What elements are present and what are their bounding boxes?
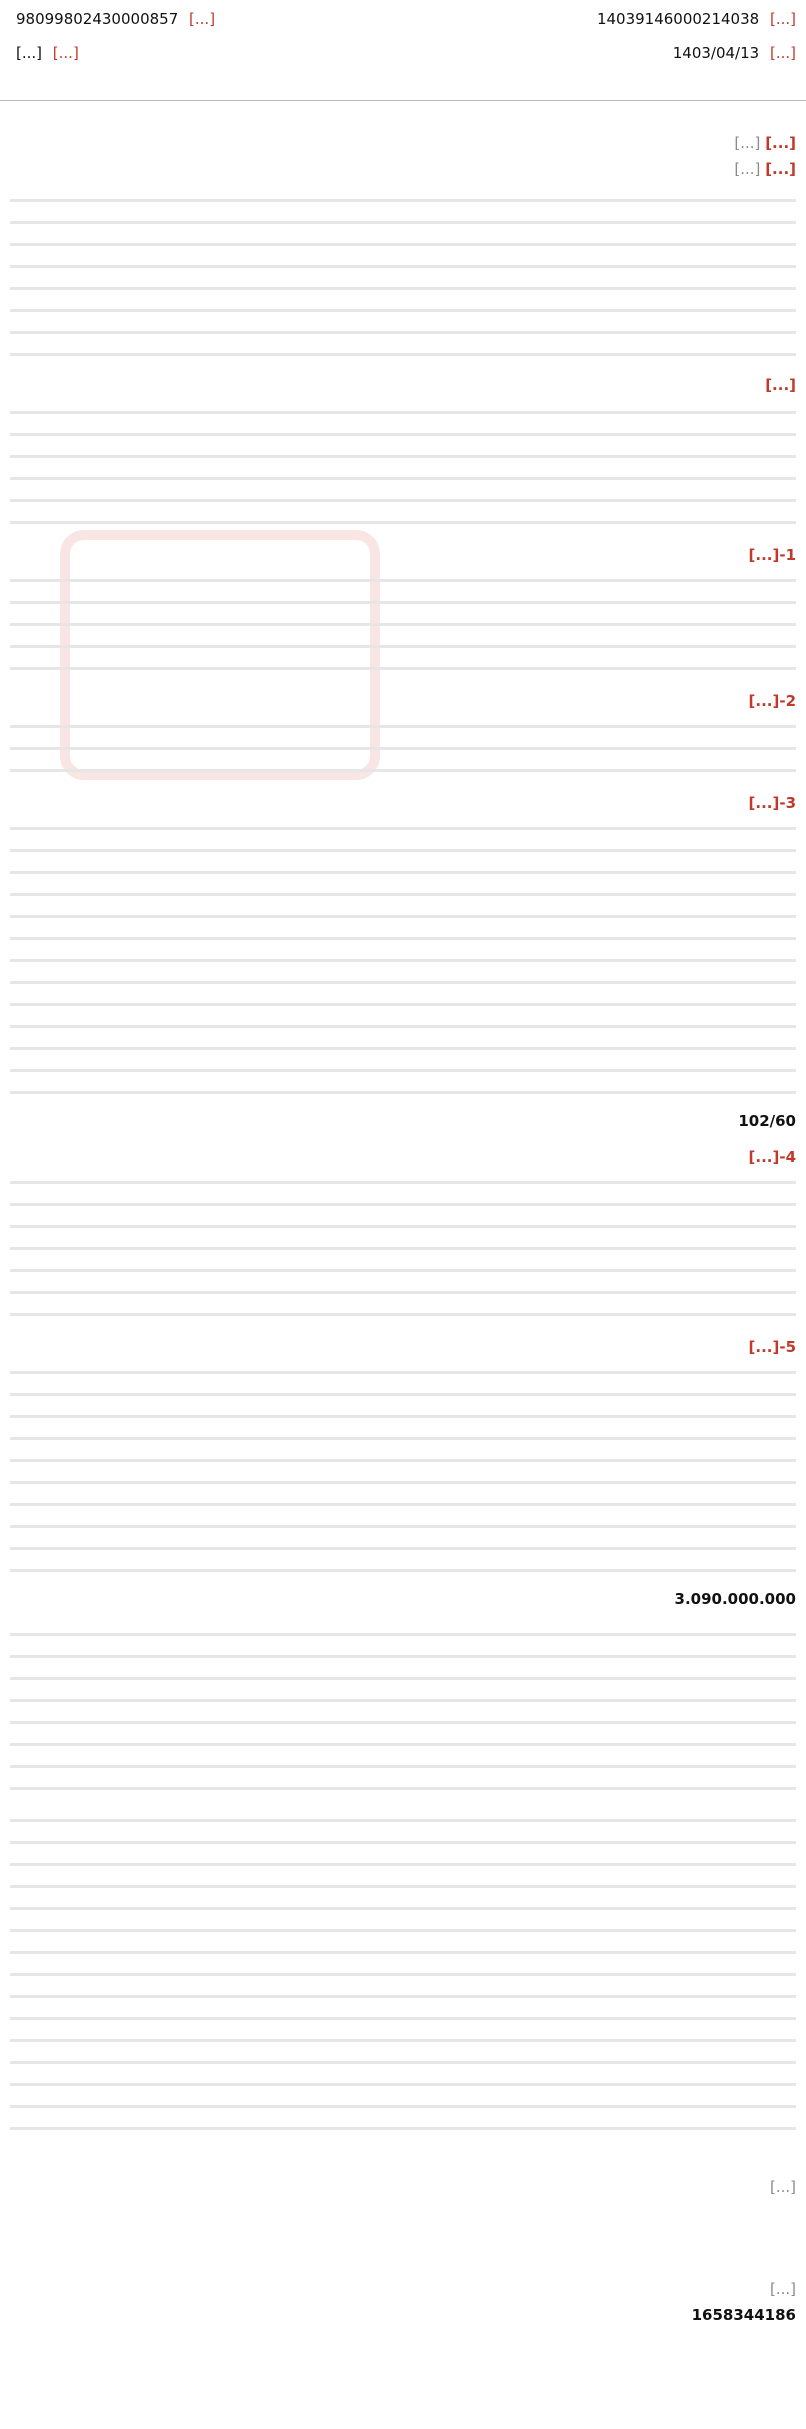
ad-label: [...]	[765, 160, 796, 178]
subsection-3-title: 3-[...]	[748, 794, 796, 812]
subsection-5	[10, 1336, 796, 1358]
subsection-3	[10, 792, 796, 814]
price-row	[10, 1588, 796, 1610]
subsection-4-text	[10, 1172, 796, 1326]
price-value: 3.090.000.000	[674, 1590, 796, 1608]
auction-conditions-paragraph	[10, 1810, 796, 2140]
postal-code-value: 1658344186	[691, 2306, 796, 2324]
announcement-paragraph	[10, 402, 796, 534]
issuing-branch-label: [...]	[52, 44, 79, 62]
footer-address-text: [...]	[769, 2280, 796, 2298]
case-number-value: 98099802430000857	[16, 10, 179, 28]
subsection-1-title: 1-[...]	[748, 546, 796, 564]
subsection-5-text	[10, 1362, 796, 1582]
subject-label: [...]	[765, 134, 796, 152]
issue-date-label: [...]	[769, 44, 796, 62]
case-number-row	[10, 6, 215, 32]
subsection-3-text	[10, 818, 796, 1104]
intro-paragraph	[10, 190, 796, 366]
issuing-branch-value: [...]	[16, 44, 43, 62]
section-title	[10, 374, 796, 396]
ad-value: [...]	[734, 160, 761, 178]
area-value: 102/60	[738, 1112, 796, 1130]
notice-number-row	[591, 6, 796, 32]
footer-postal-code	[10, 2304, 796, 2326]
notice-header	[0, 0, 806, 101]
subsection-5-title: 5-[...]	[748, 1338, 796, 1356]
issue-date-row	[667, 40, 796, 66]
subsection-2	[10, 690, 796, 712]
issue-date-value: 1403/04/13	[672, 44, 760, 62]
case-number-label: [...]	[189, 10, 216, 28]
subsection-1-text	[10, 570, 796, 680]
subsection-4-title: 4-[...]	[748, 1148, 796, 1166]
section-title-text: [...]	[765, 376, 796, 394]
signature-text: [...]	[769, 2178, 796, 2196]
subject-value: [...]	[734, 134, 761, 152]
subsection-2-text	[10, 716, 796, 782]
subsection-1	[10, 544, 796, 566]
notice-number-value: 14039146000214038	[596, 10, 760, 28]
footer-address	[10, 2278, 796, 2300]
subsection-4	[10, 1146, 796, 1168]
subsection-2-title: 2-[...]	[748, 692, 796, 710]
notice-ad-text	[10, 158, 796, 180]
notice-subject	[10, 132, 796, 154]
issuing-branch-row	[10, 40, 79, 66]
area-row	[10, 1110, 796, 1132]
notice-number-label: [...]	[769, 10, 796, 28]
note-paragraph	[10, 1624, 796, 1800]
signature-line	[10, 2176, 796, 2198]
